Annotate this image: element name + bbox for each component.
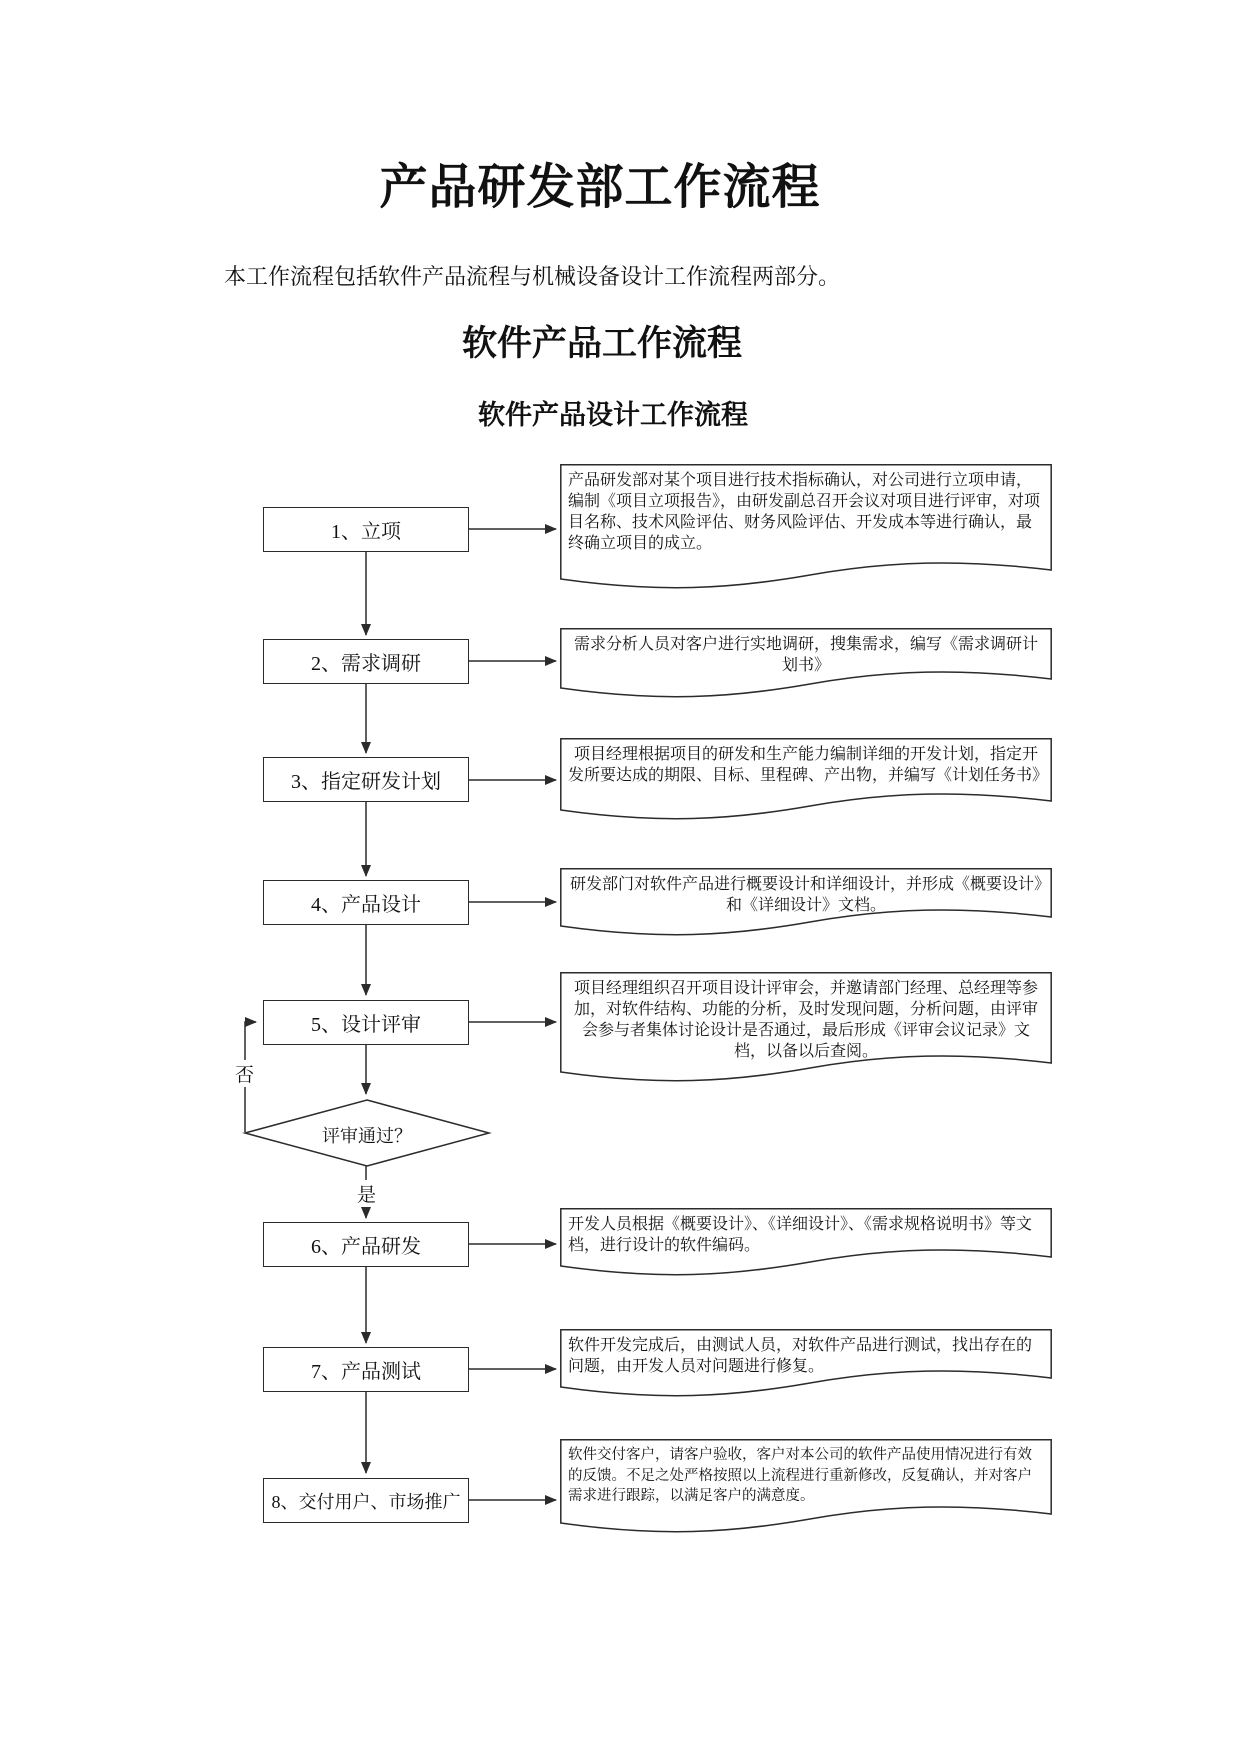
desc-doc-7 bbox=[560, 1329, 1052, 1407]
desc-text-5: 项目经理组织召开项目设计评审会，并邀请部门经理、总经理等参加，对软件结构、功能的分析，及时发现问题，分析问题，由评审会参与者集体讨论设计是否通过，最后形成《评审会议记录》文档，以备以后查阅。 bbox=[573, 980, 1038, 1060]
flow-step-label-2: 2、需求调研 bbox=[311, 653, 421, 675]
flow-step-box-1 bbox=[263, 507, 469, 552]
desc-text-6: 开发人员根据《概要设计》、《详细设计》、《需求规格说明书》等文档，进行设计的软件编码。 bbox=[568, 1216, 1033, 1254]
desc-doc-8 bbox=[560, 1439, 1052, 1543]
section-title: 软件产品工作流程 bbox=[461, 324, 742, 363]
flow-step-label-1: 1、立项 bbox=[331, 521, 401, 543]
desc-doc-3 bbox=[560, 738, 1052, 830]
flow-step-label-7: 7、产品测试 bbox=[311, 1361, 421, 1383]
desc-text-2: 需求分析人员对客户进行实地调研，搜集需求，编写《需求调研计划书》 bbox=[573, 636, 1038, 674]
desc-doc-5 bbox=[560, 972, 1052, 1092]
branch-yes-label: 是 bbox=[355, 1180, 378, 1207]
desc-text-3: 项目经理根据项目的研发和生产能力编制详细的开发计划，指定开发所要达成的期限、目标、里程碑、产出物，并编写《计划任务书》 bbox=[568, 746, 1049, 784]
desc-text-7: 软件开发完成后，由测试人员，对软件产品进行测试，找出存在的问题，由开发人员对问题进行修复。 bbox=[568, 1337, 1033, 1375]
flow-step-label-8: 8、交付用户、市场推广 bbox=[271, 1491, 461, 1512]
desc-doc-1 bbox=[560, 464, 1052, 599]
intro-paragraph: 本工作流程包括软件产品流程与机械设备设计工作流程两部分。 bbox=[224, 264, 841, 289]
subsection-title: 软件产品设计工作流程 bbox=[478, 400, 748, 430]
branch-no-label: 否 bbox=[233, 1060, 256, 1087]
desc-doc-4 bbox=[560, 868, 1052, 946]
flow-step-label-6: 6、产品研发 bbox=[311, 1236, 421, 1258]
flow-step-box-2 bbox=[263, 639, 469, 684]
flow-step-box-8 bbox=[263, 1478, 469, 1523]
flow-step-label-5: 5、设计评审 bbox=[311, 1014, 421, 1036]
flow-step-box-5 bbox=[263, 1000, 469, 1045]
flow-step-box-6 bbox=[263, 1222, 469, 1267]
flow-step-box-3 bbox=[263, 757, 469, 802]
flow-step-box-4 bbox=[263, 880, 469, 925]
desc-text-4: 研发部门对软件产品进行概要设计和详细设计，并形成《概要设计》和《详细设计》文档。 bbox=[569, 876, 1042, 914]
desc-doc-2 bbox=[560, 628, 1052, 708]
desc-doc-6 bbox=[560, 1208, 1052, 1286]
decision-label: 评审通过？ bbox=[322, 1126, 412, 1146]
desc-text-8: 软件交付客户，请客户验收，客户对本公司的软件产品使用情况进行有效的反馈。不足之处严格按照以上流程进行重新修改，反复确认，并对客户需求进行跟踪，以满足客户的满意度。 bbox=[568, 1447, 1032, 1504]
flow-step-label-4: 4、产品设计 bbox=[311, 894, 421, 916]
flow-step-label-3: 3、指定研发计划 bbox=[291, 771, 441, 793]
desc-text-1: 产品研发部对某个项目进行技术指标确认，对公司进行立项申请，编制《项目立项报告》，由研发副总召开会议对项目进行评审，对项目名称、技术风险评估、财务风险评估、开发成本等进行确认，最终确立项目的成立。 bbox=[568, 472, 1041, 552]
flow-step-box-7 bbox=[263, 1347, 469, 1392]
page-title: 产品研发部工作流程 bbox=[379, 161, 821, 214]
